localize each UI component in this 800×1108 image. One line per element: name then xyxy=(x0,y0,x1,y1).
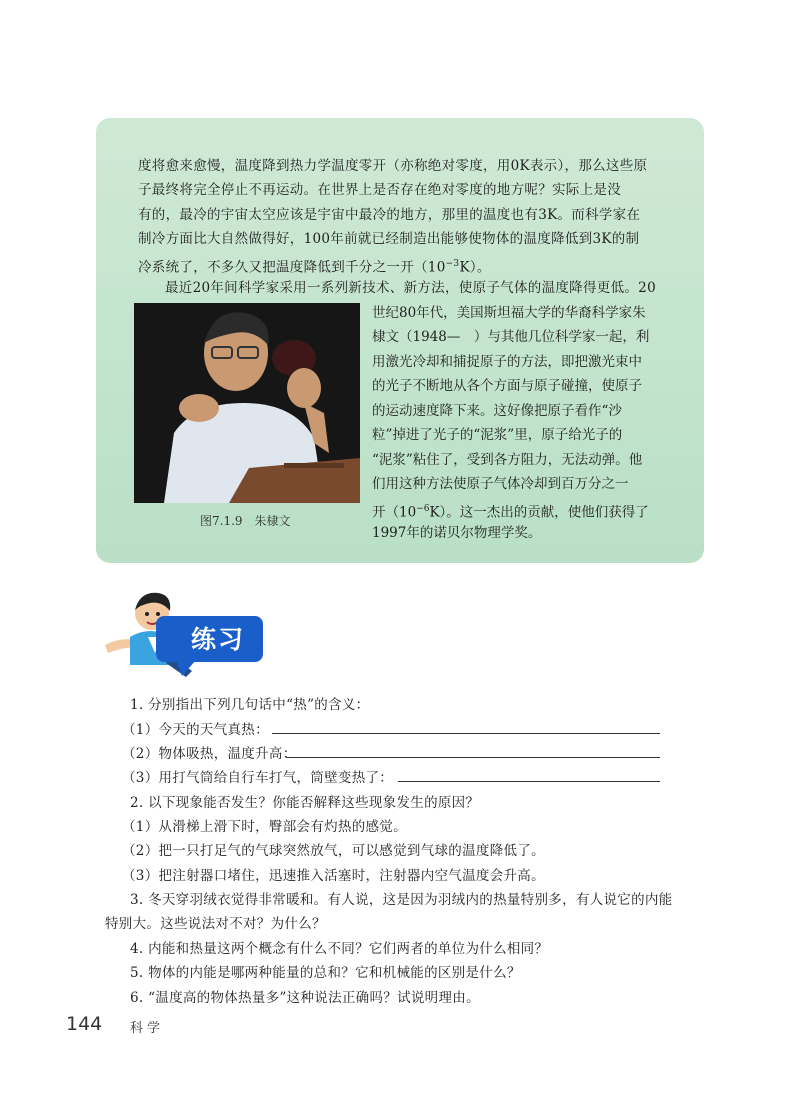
answer-blank[interactable] xyxy=(398,781,660,782)
figure-caption: 图7.1.9 朱棣文 xyxy=(200,514,291,528)
reading-line: 子最终将完全停止不再运动。在世界上是否存在绝对零度的地方呢？实际上是没 xyxy=(138,182,621,198)
banner-tail-icon xyxy=(176,660,196,676)
practice-title: 练习 xyxy=(191,625,246,654)
question-2-item: （3）把注射器口堵住，迅速推入活塞时，注射器内空气温度会升高。 xyxy=(122,868,545,884)
reading-line: 1997年的诺贝尔物理学奖。 xyxy=(372,525,542,541)
portrait-illustration xyxy=(134,303,360,503)
reading-line: “泥浆”粘住了，受到各方阻力，无法动弹。他 xyxy=(372,452,643,468)
reading-line: 有的，最冷的宇宙太空应该是宇宙中最冷的地方，那里的温度也有3K。而科学家在 xyxy=(138,207,641,223)
photo-steven-chu xyxy=(134,303,360,503)
reading-line: 的光子不断地从各个方面与原子碰撞，使原子 xyxy=(372,378,642,394)
reading-line: 粒”掉进了光子的“泥浆”里，原子给光子的 xyxy=(372,427,623,443)
reading-line: 世纪80年代，美国斯坦福大学的华裔科学家朱 xyxy=(372,305,646,321)
question-1: 1. 分别指出下列几句话中“热”的含义： xyxy=(130,697,370,713)
question-2-item: （2）把一只打足气的气球突然放气，可以感觉到气球的温度降低了。 xyxy=(122,843,545,859)
question-1-item: （1）今天的天气真热： xyxy=(122,722,269,738)
question-3: 3. 冬天穿羽绒衣觉得非常暖和。有人说，这是因为羽绒内的热量特别多，有人说它的内能 xyxy=(130,892,673,908)
answer-blank[interactable] xyxy=(272,733,660,734)
reading-line: 冷系统了，不多久又把温度降低到千分之一开$(10^{-3}K)$。 xyxy=(138,259,491,276)
reading-line: 度将愈来愈慢，温度降到热力学温度零开（亦称绝对零度，用0K表示），那么这些原 xyxy=(138,158,648,174)
page-number: 144 xyxy=(66,1013,103,1035)
question-2: 2. 以下现象能否发生？你能否解释这些现象发生的原因？ xyxy=(130,795,480,811)
reading-line: 们用这种方法使原子气体冷却到百万分之一 xyxy=(372,476,629,492)
reading-line: 制冷方面比大自然做得好，100年前就已经制造出能够使物体的温度降低到3K的制 xyxy=(138,231,640,247)
reading-line: 棣文（1948— ）与其他几位科学家一起，利 xyxy=(372,329,650,345)
reading-line: 用激光冷却和捕捉原子的方法，即把激光束中 xyxy=(372,354,642,370)
question-1-item: （2）物体吸热，温度升高： xyxy=(122,746,297,762)
question-4: 4. 内能和热量这两个概念有什么不同？它们两者的单位为什么相同？ xyxy=(130,941,549,957)
question-6: 6. “温度高的物体热量多”这种说法正确吗？试说明理由。 xyxy=(130,990,480,1006)
reading-line: 开$(10^{-6}K)$。这一杰出的贡献，使他们获得了 xyxy=(372,504,649,521)
reading-line: 的运动速度降下来。这好像把原子看作“沙 xyxy=(372,403,622,419)
answer-blank[interactable] xyxy=(286,757,660,758)
question-1-item: （3）用打气筒给自行车打气，筒壁变热了： xyxy=(122,770,394,786)
question-5: 5. 物体的内能是哪两种能量的总和？它和机械能的区别是什么？ xyxy=(130,965,521,981)
question-2-item: （1）从滑梯上滑下时，臀部会有灼热的感觉。 xyxy=(122,819,407,835)
reading-line: 最近20年间科学家采用一系列新技术、新方法，使原子气体的温度降得更低。20 xyxy=(165,280,656,296)
question-3-cont: 特别大。这些说法对不对？为什么？ xyxy=(105,916,326,932)
subject-label: 科学 xyxy=(130,1021,165,1036)
